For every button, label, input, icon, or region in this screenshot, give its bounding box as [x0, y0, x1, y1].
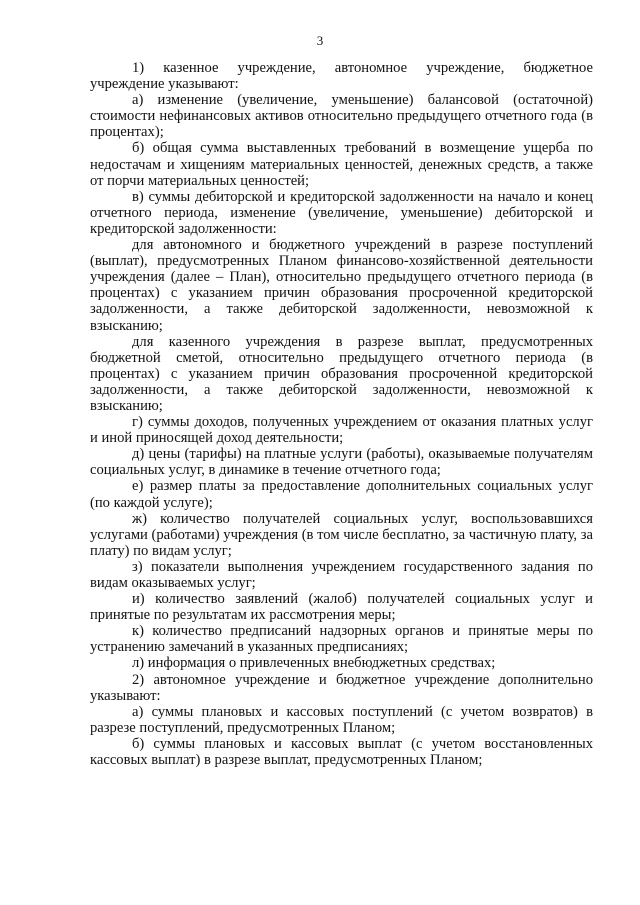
- paragraph: е) размер платы за предоставление дополнительных социальных услуг (по каждой услуге);: [90, 478, 593, 511]
- paragraph: в) суммы дебиторской и кредиторской задолженности на начало и конец отчетного периода, изменение (увеличение, уменьшение) дебиторской и кредиторской задолженности:: [90, 188, 593, 237]
- paragraph: г) суммы доходов, полученных учреждением от оказания платных услуг и иной приносящей доход деятельности;: [90, 414, 593, 447]
- paragraph: а) изменение (увеличение, уменьшение) балансовой (остаточной) стоимости нефинансовых активов относительно предыдущего отчетного года (в процентах);: [90, 92, 593, 141]
- paragraph: а) суммы плановых и кассовых поступлений (с учетом возвратов) в разрезе поступлений, предусмотренных Планом;: [90, 703, 593, 736]
- paragraph: ж) количество получателей социальных услуг, воспользовавшихся услугами (работами) учреждения (в том числе бесплатно, за частичную плату, за плату) по видам услуг;: [90, 510, 593, 559]
- paragraph: к) количество предписаний надзорных органов и принятые меры по устранению замечаний в указанных предписаниях;: [90, 623, 593, 656]
- paragraph: для автономного и бюджетного учреждений в разрезе поступлений (выплат), предусмотренных Планом финансово-хозяйственной деятельности учреждения (далее – План), относительно предыдущего отчетного периода (в процентах) с указанием причин образования просроченной кредиторской задолженности, а также дебиторской задолженности, невозможной к взысканию;: [90, 237, 593, 334]
- paragraph: б) суммы плановых и кассовых выплат (с учетом восстановленных кассовых выплат) в разрезе выплат, предусмотренных Планом;: [90, 735, 593, 769]
- page-number: 3: [316, 33, 324, 48]
- paragraph: и) количество заявлений (жалоб) получателей социальных услуг и принятые по результатам их рассмотрения меры;: [90, 591, 593, 624]
- paragraph: л) информация о привлеченных внебюджетных средствах;: [132, 655, 496, 672]
- paragraph: 1) казенное учреждение, автономное учреждение, бюджетное учреждение указывают:: [90, 60, 593, 93]
- document-body: [90, 60, 593, 768]
- paragraph: для казенного учреждения в разрезе выплат, предусмотренных бюджетной сметой, относительно предыдущего отчетного периода (в процентах) с указанием причин образования просроченной кредиторской задолженности, а также дебиторской задолженности, невозможной к взысканию;: [90, 333, 593, 414]
- paragraph: д) цены (тарифы) на платные услуги (работы), оказываемые получателям социальных услуг, в динамике в течение отчетного года;: [90, 446, 593, 479]
- paragraph: б) общая сумма выставленных требований в возмещение ущерба по недостачам и хищениям материальных ценностей, денежных средств, а также от порчи материальных ценностей;: [90, 140, 593, 189]
- paragraph: з) показатели выполнения учреждением государственного задания по видам оказываемых услуг;: [90, 558, 593, 591]
- paragraph: 2) автономное учреждение и бюджетное учреждение дополнительно указывают:: [90, 671, 593, 704]
